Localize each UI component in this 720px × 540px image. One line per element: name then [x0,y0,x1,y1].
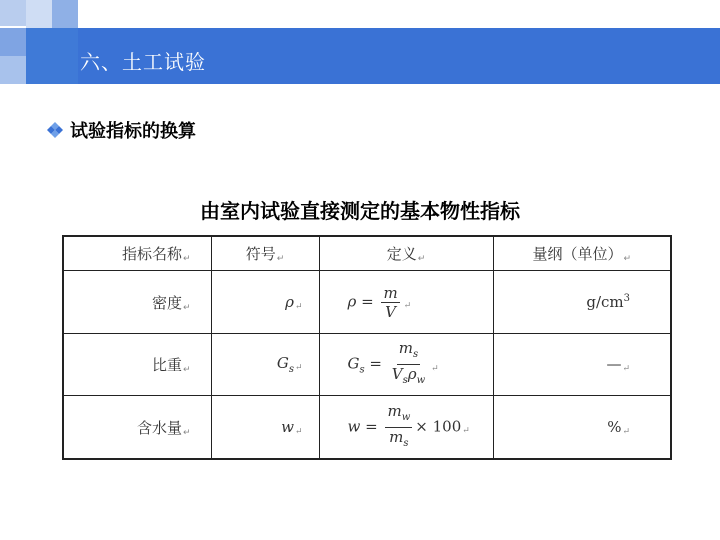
row-symbol: ρ↵ [211,271,319,334]
table-header-row [63,236,671,271]
table-row [63,396,671,460]
row-name: 比重↵ [63,334,211,396]
header-name: 指标名称↵ [63,236,211,271]
table-caption: 由室内试验直接测定的基本物性指标 [200,199,520,223]
row-unit: —↵ [493,334,671,396]
water-content-formula: w = $\frac{m_w}{m_s}$ × 100↵ [319,396,493,460]
table-row [63,271,671,334]
row-name: 含水量↵ [63,396,211,460]
row-symbol: $G_s↵$ [211,334,319,396]
header-unit: 量纲（单位）↵ [493,236,671,271]
diamond-bullet-icon [47,122,63,138]
table-row [63,334,671,396]
slide-title: 六、土工试验 [80,50,206,74]
bullet-text: 试验指标的换算 [70,121,196,142]
index-table [62,235,672,460]
header-symbol: 符号↵ [211,236,319,271]
header-definition: 定义↵ [319,236,493,271]
header-square-5 [26,28,78,84]
specific-gravity-formula: $G_s$ = $\frac{m_s}{V_s\rho_w}$ ↵ [319,334,493,396]
bullet-row [47,117,196,143]
row-symbol: w↵ [211,396,319,460]
header-square-3 [52,0,78,28]
header-square-6 [0,56,26,84]
row-name: 密度↵ [63,271,211,334]
header-square-4 [0,28,26,56]
density-formula: ρ = $\frac{m}{V}$ ↵ [319,271,493,334]
row-unit: %↵ [493,396,671,460]
header-square-1 [0,0,26,26]
row-unit: $g/cm^3$ [493,271,671,334]
